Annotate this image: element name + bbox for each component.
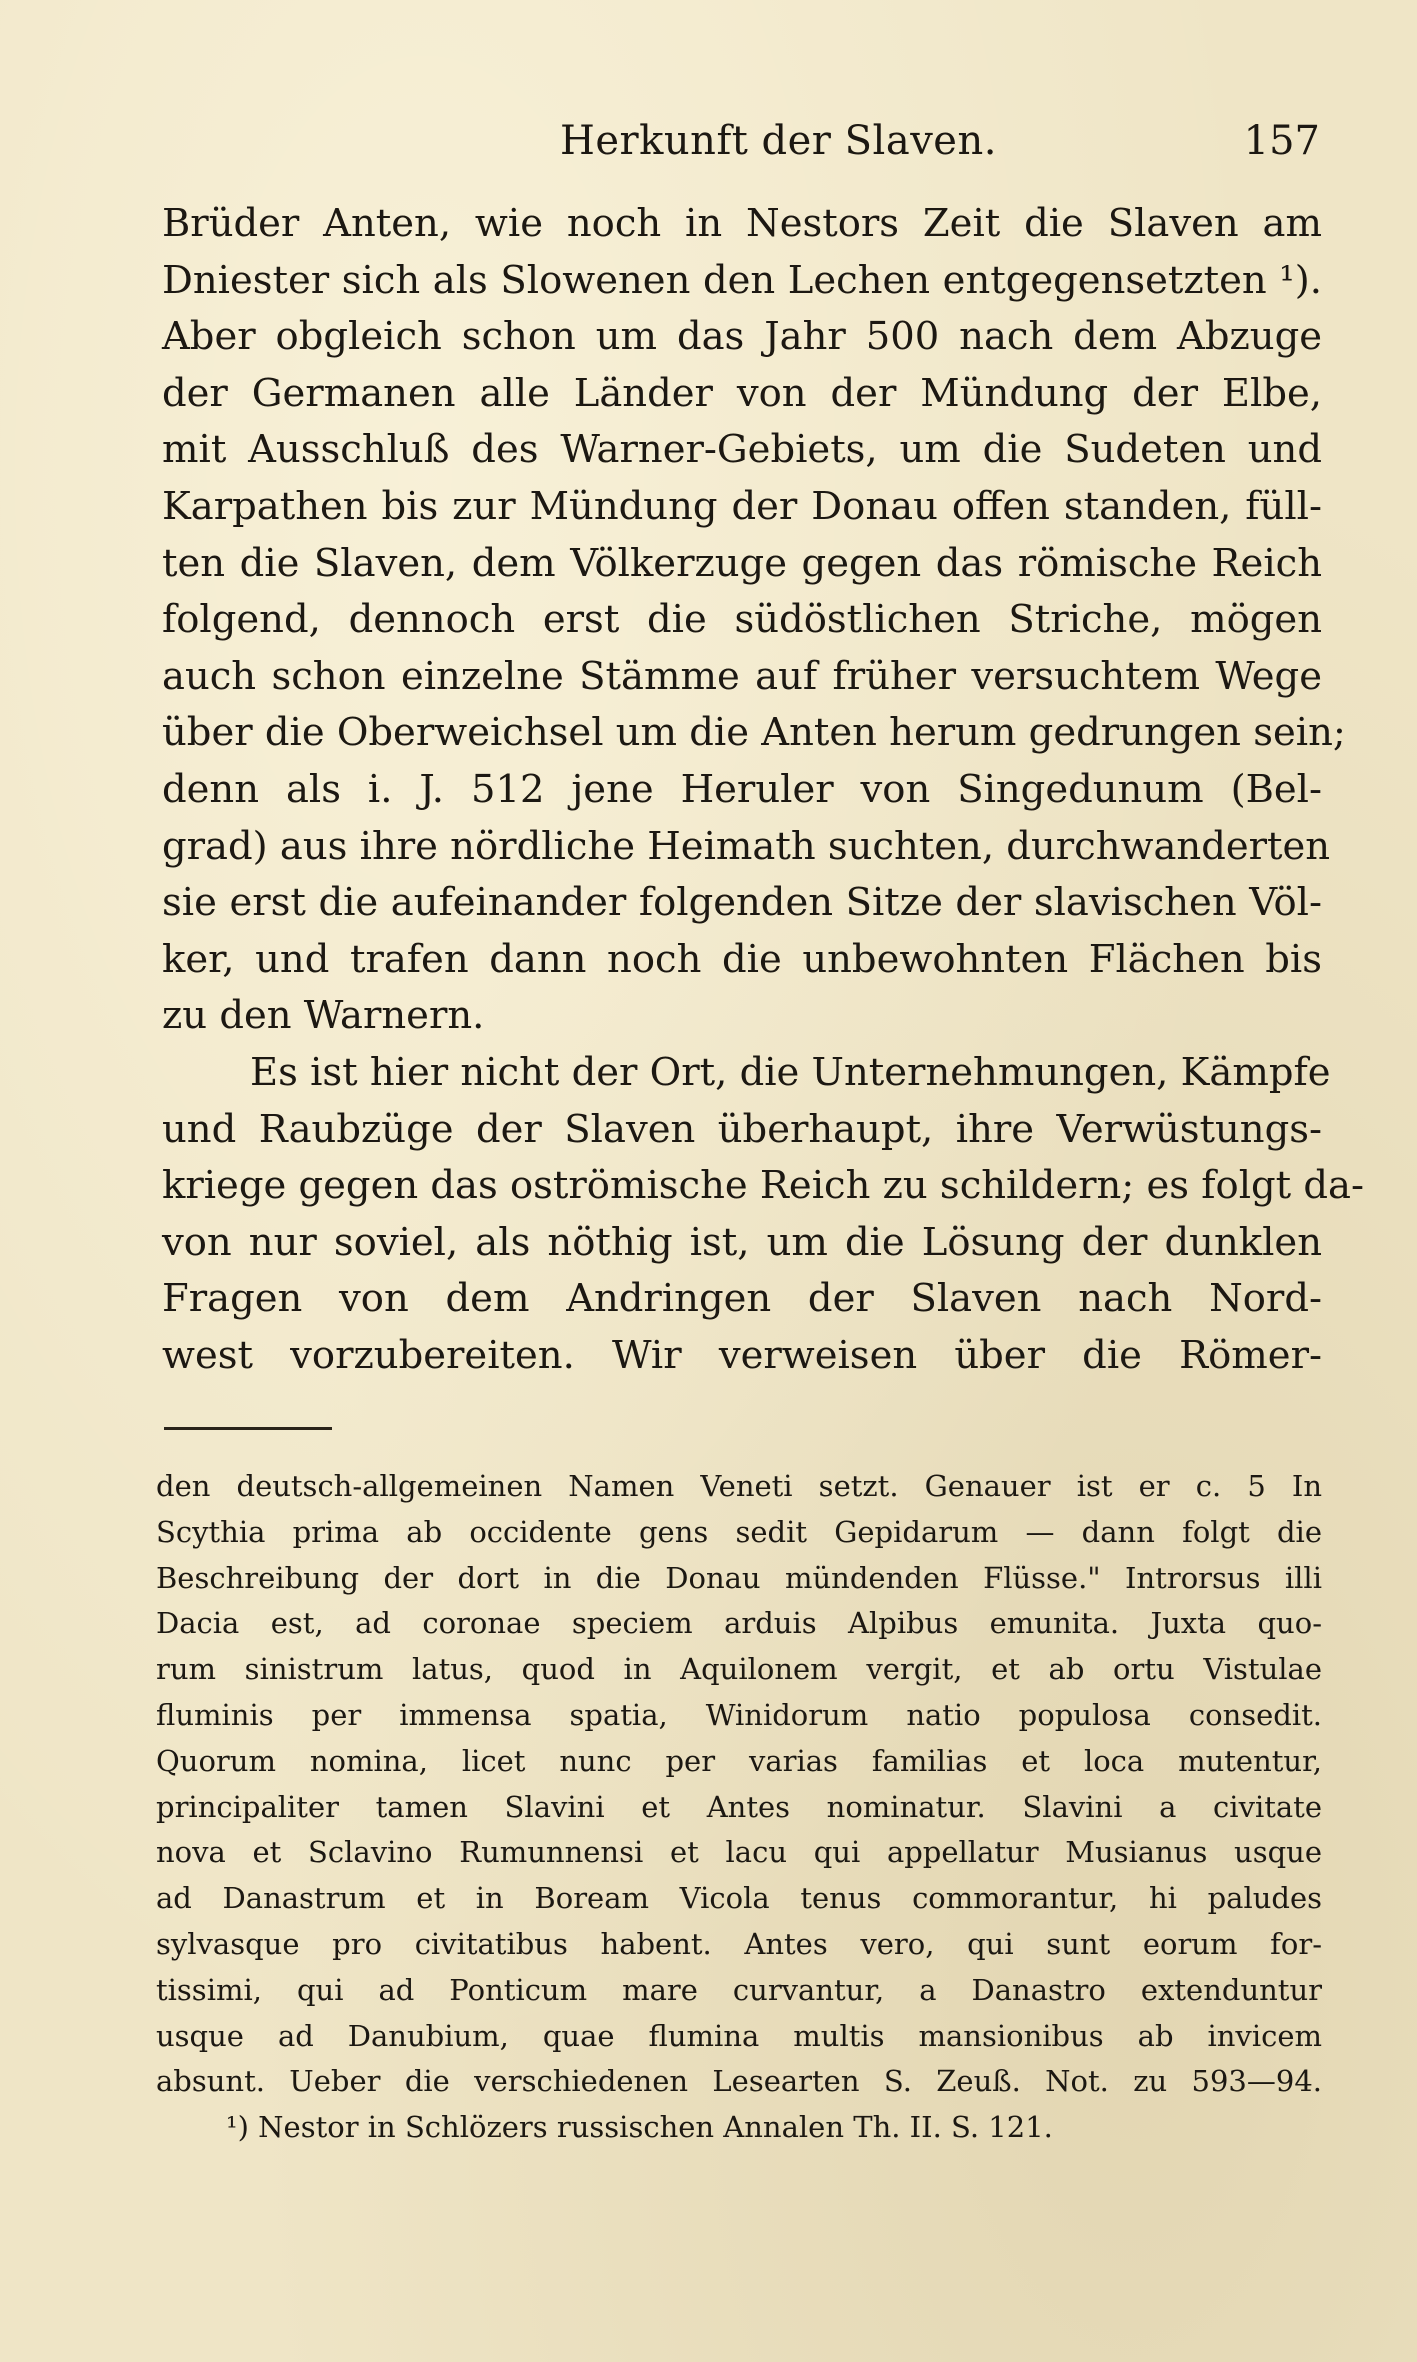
text-line: grad) aus ihre nördliche Heimath suchten, durchwanderten <box>162 823 1331 869</box>
text-line: ten die Slaven, dem Völkerzuge gegen das römische Reich <box>162 540 1322 586</box>
text-line: Es ist hier nicht der Ort, die Unternehmungen, Kämpfe <box>250 1049 1331 1095</box>
text-line: Dniester sich als Slowenen den Lechen entgegensetzten ¹). <box>162 257 1322 303</box>
text-line: west vorzubereiten. Wir verweisen über die Römer- <box>162 1332 1322 1378</box>
footnote-line: Scythia prima ab occidente gens sedit Gepidarum — dann folgt die <box>156 1514 1322 1549</box>
footnote-line: fluminis per immensa spatia, Winidorum natio populosa consedit. <box>156 1697 1322 1732</box>
page-number: 157 <box>1243 118 1320 164</box>
page-header <box>560 118 1320 178</box>
footnote-line: nova et Sclavino Rumunnensi et lacu qui appellatur Musianus usque <box>156 1835 1322 1870</box>
footnote-line: ad Danastrum et in Boream Vicola tenus commorantur, hi paludes <box>156 1881 1322 1916</box>
running-head: Herkunft der Slaven. <box>560 118 997 164</box>
footnote-line: Dacia est, ad coronae speciem arduis Alpibus emunita. Juxta quo- <box>156 1606 1322 1641</box>
footnotes <box>156 1464 1322 2151</box>
footnote-line: usque ad Danubium, quae flumina multis mansionibus ab invicem <box>156 2018 1322 2053</box>
text-line: Aber obgleich schon um das Jahr 500 nach dem Abzuge <box>162 314 1322 360</box>
text-line: kriege gegen das oströmische Reich zu schildern; es folgt da- <box>162 1163 1364 1209</box>
footnote-line: principaliter tamen Slavini et Antes nominatur. Slavini a civitate <box>156 1789 1322 1824</box>
footnote-line: den deutsch-allgemeinen Namen Veneti setzt. Genauer ist er c. 5 In <box>156 1469 1322 1503</box>
footnote-line: tissimi, qui ad Ponticum mare curvantur, a Danastro extenduntur <box>156 1972 1322 2007</box>
footnote-line: absunt. Ueber die verschiedenen Lesearten S. Zeuß. Not. zu 593—94. <box>156 2064 1322 2099</box>
text-line: Fragen von dem Andringen der Slaven nach Nord- <box>162 1276 1322 1322</box>
text-line: der Germanen alle Länder von der Mündung der Elbe, <box>162 370 1322 416</box>
text-line: über die Oberweichsel um die Anten herum gedrungen sein; <box>162 710 1346 756</box>
text-line: Brüder Anten, wie noch in Nestors Zeit die Slaven am <box>162 201 1322 246</box>
text-line: mit Ausschluß des Warner-Gebiets, um die Sudeten und <box>162 427 1322 473</box>
footnote-line: Beschreibung der dort in die Donau mündenden Flüsse." Introrsus illi <box>156 1560 1322 1595</box>
text-line: folgend, dennoch erst die südöstlichen Striche, mögen <box>162 597 1322 643</box>
text-line: zu den Warnern. <box>162 993 485 1039</box>
footnote-divider <box>164 1427 332 1430</box>
text-line: Karpathen bis zur Mündung der Donau offen standen, füll- <box>162 483 1322 529</box>
footnote-line: Quorum nomina, licet nunc per varias familias et loca mutentur, <box>156 1743 1322 1778</box>
footnote-line: rum sinistrum latus, quod in Aquilonem vergit, et ab ortu Vistulae <box>156 1652 1322 1687</box>
text-line: von nur soviel, als nöthig ist, um die Lösung der dunklen <box>162 1219 1322 1265</box>
footnote-line: sylvasque pro civitatibus habent. Antes vero, qui sunt eorum for- <box>156 1926 1322 1961</box>
footnote-line: ¹) Nestor in Schlözers russischen Annalen Th. II. S. 121. <box>226 2110 1053 2145</box>
text-line: ker, und trafen dann noch die unbewohnten Flächen bis <box>162 936 1322 982</box>
text-line: sie erst die aufeinander folgenden Sitze der slavischen Völ- <box>162 880 1322 926</box>
text-line: auch schon einzelne Stämme auf früher versuchtem Wege <box>162 653 1322 699</box>
main-text <box>162 196 1364 1384</box>
text-line: und Raubzüge der Slaven überhaupt, ihre Verwüstungs- <box>162 1106 1322 1152</box>
text-line: denn als i. J. 512 jene Heruler von Singedunum (Bel- <box>162 766 1322 812</box>
